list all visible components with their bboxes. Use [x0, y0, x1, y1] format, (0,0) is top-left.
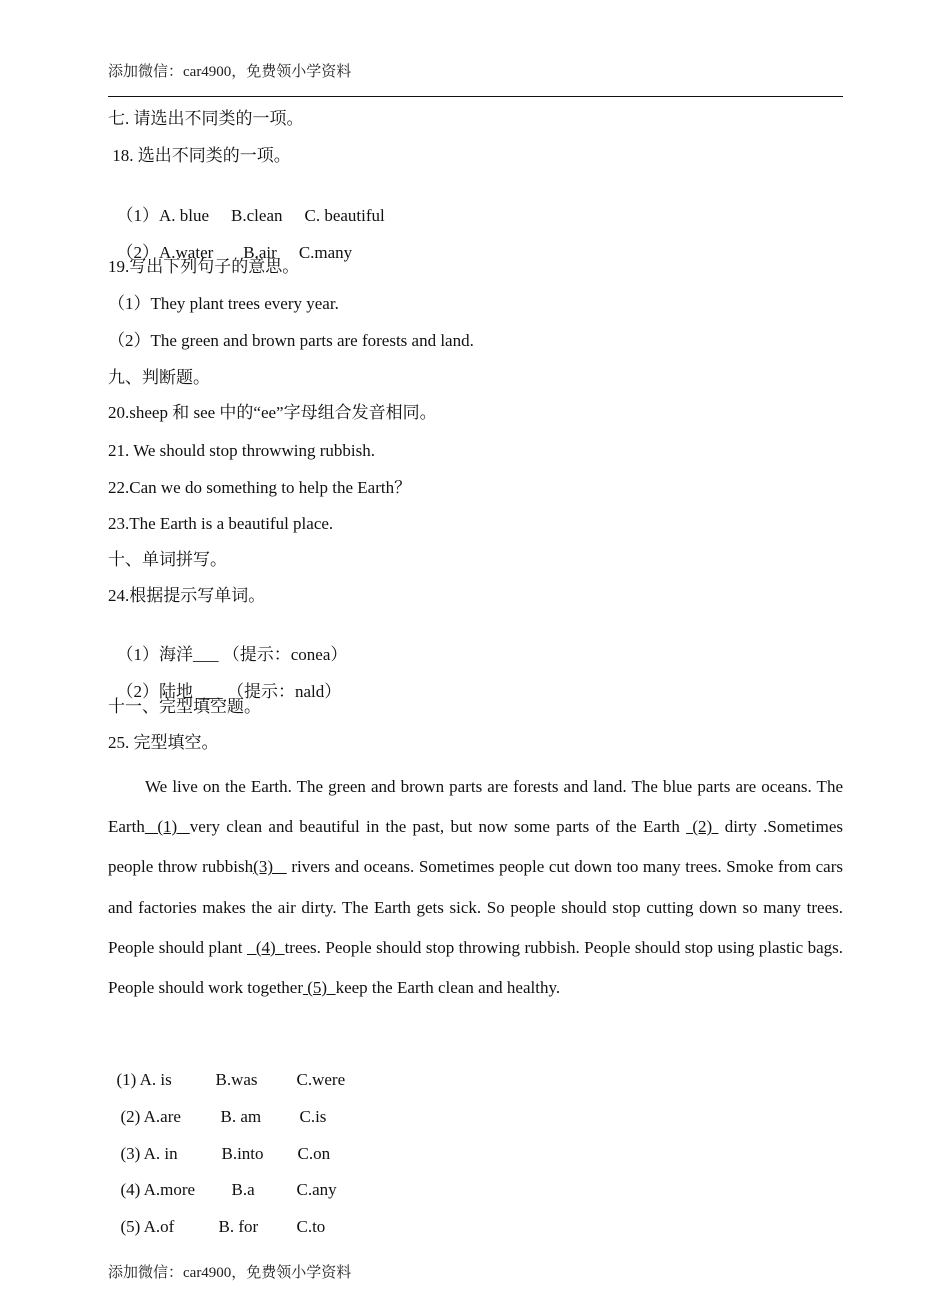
answer-blank: ___ — [193, 645, 219, 664]
option-c: C.on — [297, 1144, 331, 1163]
q22: 22.Can we do something to help the Earth？ — [108, 478, 412, 497]
q25-title: 25. 完型填空。 — [108, 733, 219, 752]
option-a: (4) A.more — [120, 1180, 196, 1199]
passage-text: We live on the Earth. The green and brown parts are forests and land. The blue parts are oceans. The Earth — [108, 777, 843, 837]
option-c: C.any — [296, 1180, 337, 1199]
page-header: 添加微信：car4900，免费领小学资料 — [108, 64, 352, 80]
q19-title: 19.写出下列句子的意思。 — [108, 257, 300, 276]
passage-text: dirty .Sometimes people throw rubbish — [108, 817, 843, 877]
passage-text: rivers and oceans. Sometimes people cut down too many trees. Smoke from cars and factories makes the air dirty. The Earth gets sick. So people should stop cutting down so many trees. People should plant — [108, 857, 844, 957]
option-b: B.into — [221, 1144, 264, 1163]
q20: 20.sheep 和 see 中的“ee”字母组合发音相同。 — [108, 403, 437, 422]
cloze-passage — [108, 767, 843, 1008]
option-a: (5) A.of — [120, 1217, 175, 1236]
q23: 23.The Earth is a beautiful place. — [108, 514, 334, 533]
passage-text: keep the Earth clean and healthy. — [335, 978, 561, 998]
blank-5: (5) — [303, 978, 336, 998]
blank-4: (4) — [246, 937, 285, 957]
option-c: C.is — [299, 1107, 327, 1126]
item-number: （2） — [116, 243, 159, 262]
q19-item-1: （1）They plant trees every year. — [108, 294, 339, 313]
option-b: B.clean — [231, 206, 283, 225]
page-footer: 添加微信：car4900，免费领小学资料 — [108, 1265, 352, 1281]
option-row-5 — [112, 1194, 325, 1238]
option-a: (3) A. in — [120, 1144, 178, 1163]
item-number: （1） — [116, 206, 159, 225]
passage-text: trees. People should stop throwing rubbish. People should stop using plastic bags. People should work together — [108, 937, 843, 998]
section-7-title: 七. 请选出不同类的一项。 — [108, 109, 304, 128]
option-a: A.water — [159, 243, 214, 262]
section-9-title: 九、判断题。 — [108, 368, 210, 387]
header-divider — [108, 96, 843, 97]
section-11-title: 十一、完型填空题。 — [108, 697, 261, 716]
passage-text: very clean and beautiful in the past, but now some parts of the Earth — [189, 817, 687, 837]
blank-1: (1) — [144, 817, 190, 837]
item-hint: （提示：nald） — [222, 682, 342, 701]
option-c: C.were — [296, 1070, 346, 1089]
item-prompt: （1）海洋 — [116, 645, 193, 664]
option-b: B.air — [243, 243, 277, 262]
option-a: (2) A.are — [120, 1107, 181, 1126]
option-c: C.many — [298, 243, 353, 262]
blank-3: (3) — [253, 857, 287, 877]
section-10-title: 十、单词拼写。 — [108, 550, 227, 569]
option-b: B. for — [218, 1217, 259, 1236]
option-b: B. am — [220, 1107, 262, 1126]
option-a: (1) A. is — [116, 1070, 172, 1089]
q24-title: 24.根据提示写单词。 — [108, 586, 266, 605]
blank-2: (2) — [686, 817, 719, 837]
q21: 21. We should stop throwwing rubbish. — [108, 441, 376, 460]
option-b: B.was — [215, 1070, 258, 1089]
q18-title: 18. 选出不同类的一项。 — [108, 146, 291, 165]
option-c: C. beautiful — [304, 206, 385, 225]
option-a: A. blue — [159, 206, 210, 225]
q19-item-2: （2）The green and brown parts are forests and land. — [108, 331, 474, 350]
answer-blank: ___ — [197, 682, 223, 701]
item-hint: （提示：conea） — [218, 645, 348, 664]
option-b: B.a — [231, 1180, 255, 1199]
option-c: C.to — [296, 1217, 326, 1236]
item-prompt: （2）陆地 — [116, 682, 198, 701]
